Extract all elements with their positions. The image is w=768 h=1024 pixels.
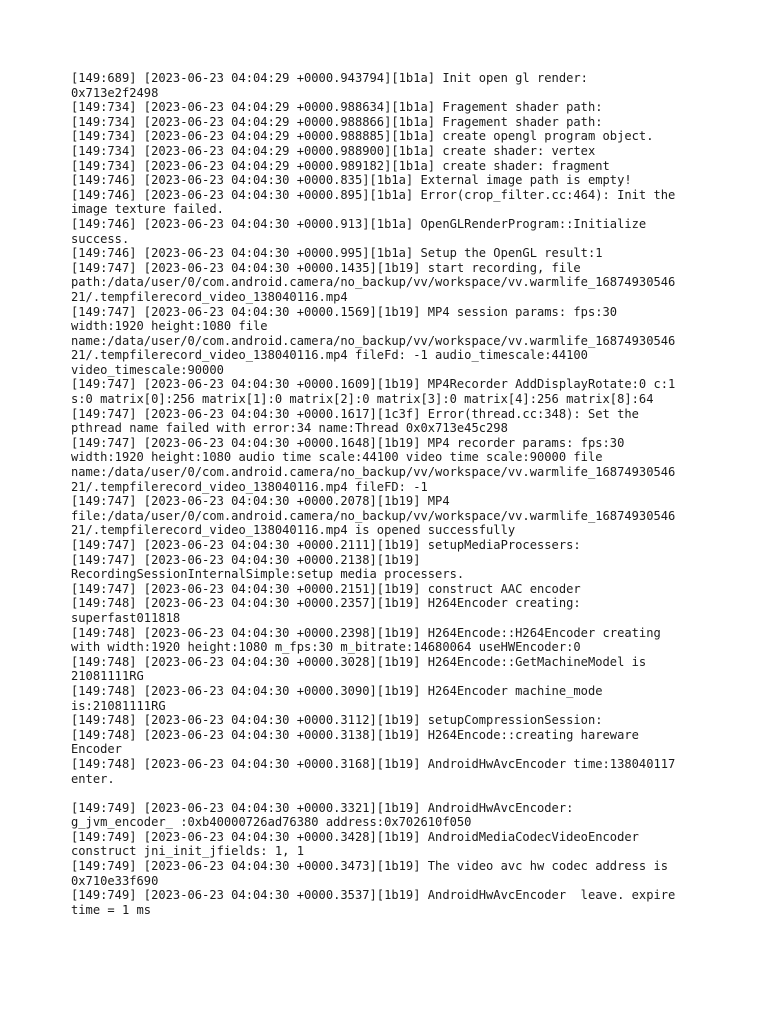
log-line: [149:747] [2023-06-23 04:04:30 +0000.2138][1b19] xyxy=(71,552,421,567)
log-line: Encoder xyxy=(71,742,122,757)
log-line: [149:746] [2023-06-23 04:04:30 +0000.835][1b1a] External image path is empty! xyxy=(71,173,632,188)
log-line: construct jni_init_jfields: 1, 1 xyxy=(71,844,304,859)
log-line: width:1920 height:1080 file xyxy=(71,319,268,334)
log-line: pthread name failed with error:34 name:Thread 0x0x713e45c298 xyxy=(71,421,508,436)
log-line: [149:748] [2023-06-23 04:04:30 +0000.3028][1b19] H264Encode::GetMachineModel is xyxy=(71,654,647,669)
log-line: superfast011818 xyxy=(71,610,181,625)
log-line: [149:749] [2023-06-23 04:04:30 +0000.3537][1b19] AndroidHwAvcEncoder leave. expire xyxy=(71,888,676,903)
log-line: [149:689] [2023-06-23 04:04:29 +0000.943794][1b1a] Init open gl render: xyxy=(71,71,588,85)
log-line: 21081111RG xyxy=(71,669,144,684)
log-line: g_jvm_encoder_ :0xb40000726ad76380 address:0x702610f050 xyxy=(71,815,472,830)
log-line: 21/.tempfilerecord_video_138040116.mp4 fileFd: -1 audio_timescale:44100 xyxy=(71,348,588,363)
log-line: with width:1920 height:1080 m_fps:30 m_bitrate:14680064 useHWEncoder:0 xyxy=(71,640,581,655)
log-line: 21/.tempfilerecord_video_138040116.mp4 xyxy=(71,289,348,304)
log-line: [149:746] [2023-06-23 04:04:30 +0000.895][1b1a] Error(crop_filter.cc:464): Init the xyxy=(71,187,676,202)
log-line: [149:747] [2023-06-23 04:04:30 +0000.2078][1b19] MP4 xyxy=(71,494,450,509)
log-line: [149:747] [2023-06-23 04:04:30 +0000.1569][1b19] MP4 session params: fps:30 xyxy=(71,304,618,319)
log-line xyxy=(71,786,711,801)
log-line: [149:747] [2023-06-23 04:04:30 +0000.1617][1c3f] Error(thread.cc:348): Set the xyxy=(71,406,639,421)
log-line: [149:747] [2023-06-23 04:04:30 +0000.2111][1b19] setupMediaProcessers: xyxy=(71,538,581,552)
log-line: [149:746] [2023-06-23 04:04:30 +0000.995][1b1a] Setup the OpenGL result:1 xyxy=(71,246,603,261)
log-line: [149:747] [2023-06-23 04:04:30 +0000.1435][1b19] start recording, file xyxy=(71,260,581,275)
log-line: 0x710e33f690 xyxy=(71,873,159,888)
log-line: [149:734] [2023-06-23 04:04:29 +0000.988634][1b1a] Fragement shader path: xyxy=(71,100,603,115)
log-line: RecordingSessionInternalSimple:setup media processers. xyxy=(71,567,465,582)
log-line: [149:734] [2023-06-23 04:04:29 +0000.988885][1b1a] create opengl program object. xyxy=(71,129,654,144)
log-line: time = 1 ms xyxy=(71,902,152,917)
log-line: [149:749] [2023-06-23 04:04:30 +0000.3428][1b19] AndroidMediaCodecVideoEncoder xyxy=(71,829,639,844)
log-line: [149:748] [2023-06-23 04:04:30 +0000.2357][1b19] H264Encoder creating: xyxy=(71,596,581,611)
log-line: [149:748] [2023-06-23 04:04:30 +0000.3090][1b19] H264Encoder machine_mode xyxy=(71,683,603,698)
log-line: [149:747] [2023-06-23 04:04:30 +0000.1609][1b19] MP4Recorder AddDisplayRotate:0 c:1 xyxy=(71,377,676,392)
log-line: [149:748] [2023-06-23 04:04:30 +0000.2398][1b19] H264Encode::H264Encoder creating xyxy=(71,625,661,640)
log-line: [149:734] [2023-06-23 04:04:29 +0000.988866][1b1a] Fragement shader path: xyxy=(71,114,603,129)
log-line: [149:734] [2023-06-23 04:04:29 +0000.989182][1b1a] create shader: fragment xyxy=(71,158,610,173)
log-line: name:/data/user/0/com.android.camera/no_backup/vv/workspace/vv.warmlife_16874930546 xyxy=(71,333,676,348)
log-line: [149:747] [2023-06-23 04:04:30 +0000.2151][1b19] construct AAC encoder xyxy=(71,581,581,596)
log-line: [149:748] [2023-06-23 04:04:30 +0000.3168][1b19] AndroidHwAvcEncoder time:138040117 xyxy=(71,756,676,771)
log-line: 21/.tempfilerecord_video_138040116.mp4 fileFD: -1 xyxy=(71,479,428,494)
log-line: [149:746] [2023-06-23 04:04:30 +0000.913][1b1a] OpenGLRenderProgram::Initialize xyxy=(71,216,647,231)
log-line: [149:734] [2023-06-23 04:04:29 +0000.988900][1b1a] create shader: vertex xyxy=(71,143,596,158)
log-line: is:21081111RG xyxy=(71,698,166,713)
log-line: [149:748] [2023-06-23 04:04:30 +0000.3138][1b19] H264Encode::creating hareware xyxy=(71,727,639,742)
log-line: s:0 matrix[0]:256 matrix[1]:0 matrix[2]:0 matrix[3]:0 matrix[4]:256 matrix[8]:64 xyxy=(71,392,654,407)
log-line: 21/.tempfilerecord_video_138040116.mp4 is opened successfully xyxy=(71,523,516,538)
log-line: 0x713e2f2498 xyxy=(71,85,159,100)
log-line: [149:748] [2023-06-23 04:04:30 +0000.3112][1b19] setupCompressionSession: xyxy=(71,713,603,728)
log-line: name:/data/user/0/com.android.camera/no_backup/vv/workspace/vv.warmlife_16874930546 xyxy=(71,465,676,480)
log-line: [149:749] [2023-06-23 04:04:30 +0000.3321][1b19] AndroidHwAvcEncoder: xyxy=(71,800,574,815)
log-line: video_timescale:90000 xyxy=(71,362,224,377)
log-line: image texture failed. xyxy=(71,202,224,217)
log-line: [149:749] [2023-06-23 04:04:30 +0000.3473][1b19] The video avc hw codec address is xyxy=(71,859,669,874)
log-document xyxy=(71,71,711,917)
log-line: success. xyxy=(71,231,130,246)
log-line: file:/data/user/0/com.android.camera/no_backup/vv/workspace/vv.warmlife_16874930546 xyxy=(71,508,676,523)
log-line: path:/data/user/0/com.android.camera/no_backup/vv/workspace/vv.warmlife_16874930546 xyxy=(71,275,676,290)
log-line: enter. xyxy=(71,771,115,786)
log-line: [149:747] [2023-06-23 04:04:30 +0000.1648][1b19] MP4 recorder params: fps:30 xyxy=(71,435,625,450)
log-line: width:1920 height:1080 audio time scale:44100 video time scale:90000 file xyxy=(71,450,603,465)
